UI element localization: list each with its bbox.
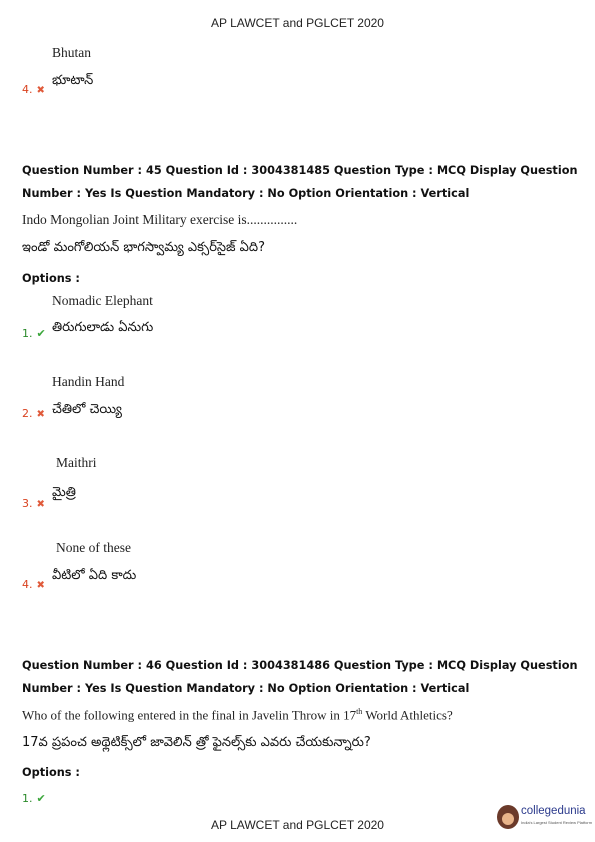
q45-option1-number xyxy=(22,327,46,340)
cross-icon: ✖ xyxy=(36,499,45,510)
logo-tagline: India's Largest Student Review Platform xyxy=(521,820,593,825)
q46-question-text: Who of the following entered in the final in Javelin Throw in 17 xyxy=(22,707,357,723)
check-icon: ✔ xyxy=(36,792,46,805)
collegedunia-logo xyxy=(497,803,593,833)
superscript: th xyxy=(356,707,363,716)
check-icon: ✔ xyxy=(36,327,46,340)
q45-meta-line1: Question Number : 45 Question Id : 3004381485 Question Type : MCQ Display Question xyxy=(22,164,578,177)
q45-option2-number xyxy=(22,407,45,420)
q45-option3-telugu: మైత్రి xyxy=(52,485,76,500)
q46-options-label: Options : xyxy=(22,766,80,779)
q45-option3-english: Maithri xyxy=(56,455,97,470)
q46-question-english xyxy=(22,707,453,723)
q45-option3-number xyxy=(22,497,45,510)
cross-icon: ✖ xyxy=(36,580,45,591)
option-number: 4. xyxy=(22,578,33,591)
mascot-icon xyxy=(497,805,519,829)
prev-option-number xyxy=(22,83,45,96)
q46-option1-number xyxy=(22,792,46,805)
q45-option1-english: Nomadic Elephant xyxy=(52,293,153,308)
option-number: 1. xyxy=(22,327,33,340)
q45-options-label: Options : xyxy=(22,272,80,285)
q45-option4-telugu: వీటిలో ఏది కాదు xyxy=(52,568,137,583)
q45-question-english: Indo Mongolian Joint Military exercise is............... xyxy=(22,212,298,227)
option-number: 3. xyxy=(22,497,33,510)
logo-brand: collegedunia xyxy=(521,805,586,817)
q45-option4-number xyxy=(22,578,45,591)
q45-option1-telugu: తిరుగులాడు ఏనుగు xyxy=(52,320,154,335)
prev-option-english: Bhutan xyxy=(52,45,91,60)
q45-meta-line2: Number : Yes Is Question Mandatory : No Option Orientation : Vertical xyxy=(22,187,470,200)
page-header: AP LAWCET and PGLCET 2020 xyxy=(211,16,384,30)
option-number: 1. xyxy=(22,792,33,805)
cross-icon: ✖ xyxy=(36,85,45,96)
q46-question-telugu: 17వ ప్రపంచ అథ్లెటిక్స్‌లో జావెలిన్ త్రో ఫైనల్స్‌కు ఎవరు చేయకున్నారు? xyxy=(22,735,371,750)
page-footer: AP LAWCET and PGLCET 2020 xyxy=(211,818,384,832)
q46-question-text-end: World Athletics? xyxy=(362,707,453,723)
option-number: 2. xyxy=(22,407,33,420)
q46-meta-line2: Number : Yes Is Question Mandatory : No Option Orientation : Vertical xyxy=(22,682,470,695)
q45-option2-telugu: చేతిలో చెయ్యి xyxy=(52,402,122,417)
q45-option2-english: Handin Hand xyxy=(52,374,125,389)
option-number: 4. xyxy=(22,83,33,96)
cross-icon: ✖ xyxy=(36,409,45,420)
prev-option-telugu: భూటాన్ xyxy=(52,73,94,88)
q46-meta-line1: Question Number : 46 Question Id : 3004381486 Question Type : MCQ Display Question xyxy=(22,659,578,672)
q45-option4-english: None of these xyxy=(56,540,131,555)
q45-question-telugu: ఇండో మంగోలియన్ భాగస్వామ్య ఎక్సర్‌సైజ్ ఏది? xyxy=(22,240,265,255)
